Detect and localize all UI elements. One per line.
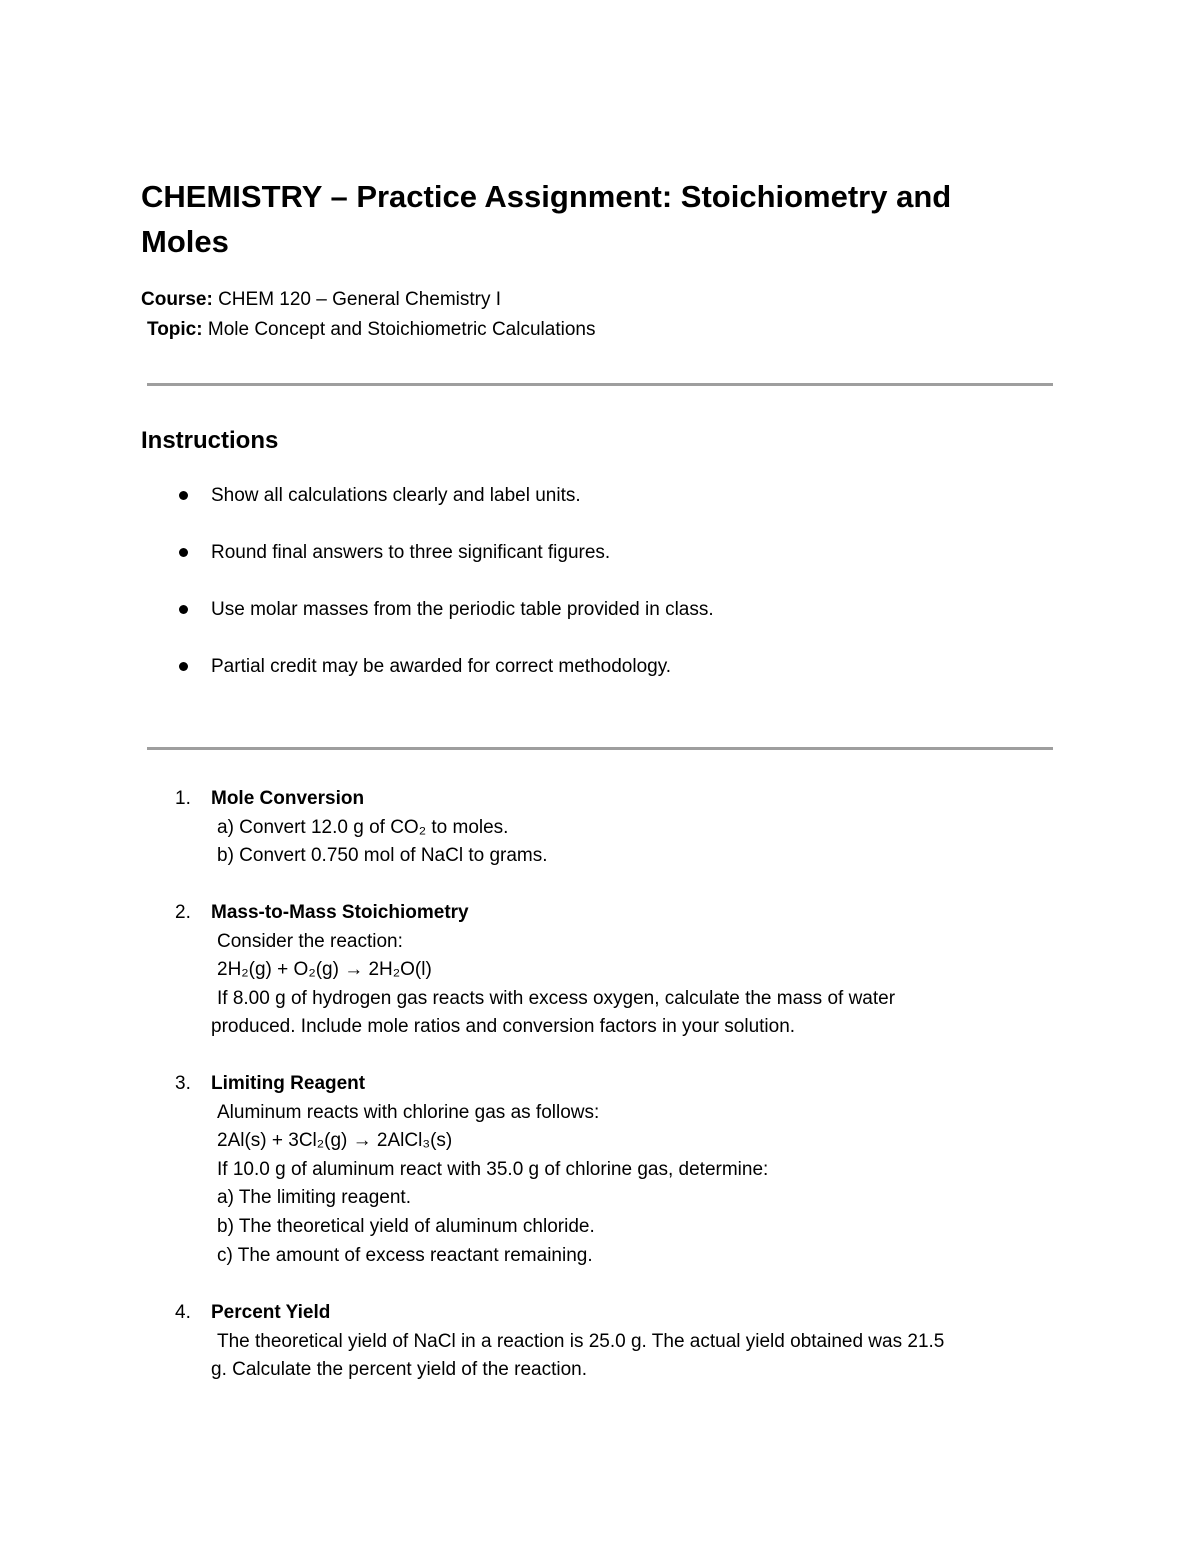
instruction-item	[0, 483, 1000, 509]
bullet-icon	[179, 662, 188, 671]
topic-value: Mole Concept and Stoichiometric Calculations	[207, 319, 596, 340]
instruction-item	[0, 654, 1000, 680]
document-title: CHEMISTRY – Practice Assignment: Stoichiometry and Moles	[141, 179, 952, 259]
question-title: Limiting Reagent	[211, 1073, 366, 1094]
question-line: b) The theoretical yield of aluminum chloride.	[217, 1215, 595, 1237]
question-title: Percent Yield	[211, 1302, 331, 1323]
question-number: 2.	[175, 902, 191, 923]
reaction-equation: 2Al(s) + 3Cl₂(g) → 2AlCl₃(s)	[217, 1130, 453, 1152]
question-number: 1.	[175, 788, 191, 809]
topic-line	[147, 318, 595, 342]
instruction-text: Partial credit may be awarded for correct methodology.	[211, 656, 672, 677]
course-label: Course:	[141, 289, 213, 310]
question-line: b) Convert 0.750 mol of NaCl to grams.	[217, 845, 548, 867]
topic-label: Topic:	[147, 319, 203, 340]
instruction-item	[0, 597, 1000, 623]
horizontal-divider	[147, 383, 1053, 386]
instruction-text: Use molar masses from the periodic table provided in class.	[211, 599, 714, 620]
question-line: Consider the reaction:	[217, 930, 403, 952]
bullet-icon	[179, 491, 188, 500]
question-body	[211, 1299, 1056, 1385]
question-line: produced. Include mole ratios and conversion factors in your solution.	[211, 1016, 796, 1038]
question-line: The theoretical yield of NaCl in a reaction is 25.0 g. The actual yield obtained was 21.5	[217, 1330, 945, 1352]
question-line: Aluminum reacts with chlorine gas as follows:	[217, 1101, 600, 1123]
question-body	[211, 899, 1056, 1042]
horizontal-divider	[147, 747, 1053, 750]
instruction-text: Round final answers to three significant figures.	[211, 542, 611, 563]
bullet-icon	[179, 605, 188, 614]
question-line: a) The limiting reagent.	[217, 1187, 411, 1209]
question-number: 4.	[175, 1302, 191, 1323]
instruction-item	[0, 540, 1000, 566]
question-body	[211, 1070, 1056, 1270]
question-line: c) The amount of excess reactant remaining.	[217, 1244, 593, 1266]
question-number: 3.	[175, 1073, 191, 1094]
question-body	[211, 785, 1056, 871]
course-value: CHEM 120 – General Chemistry I	[218, 289, 502, 310]
question-line: g. Calculate the percent yield of the reaction.	[211, 1359, 588, 1381]
question-line: If 8.00 g of hydrogen gas reacts with excess oxygen, calculate the mass of water	[217, 987, 896, 1009]
question-title: Mass-to-Mass Stoichiometry	[211, 902, 469, 923]
question-title: Mole Conversion	[211, 788, 365, 809]
instruction-text: Show all calculations clearly and label units.	[211, 485, 581, 506]
question-line: a) Convert 12.0 g of CO₂ to moles.	[217, 816, 509, 838]
course-line	[141, 288, 501, 312]
question-line: If 10.0 g of aluminum react with 35.0 g of chlorine gas, determine:	[217, 1158, 769, 1180]
reaction-equation: 2H₂(g) + O₂(g) → 2H₂O(l)	[217, 959, 432, 981]
instructions-heading: Instructions	[141, 427, 279, 454]
bullet-icon	[179, 548, 188, 557]
